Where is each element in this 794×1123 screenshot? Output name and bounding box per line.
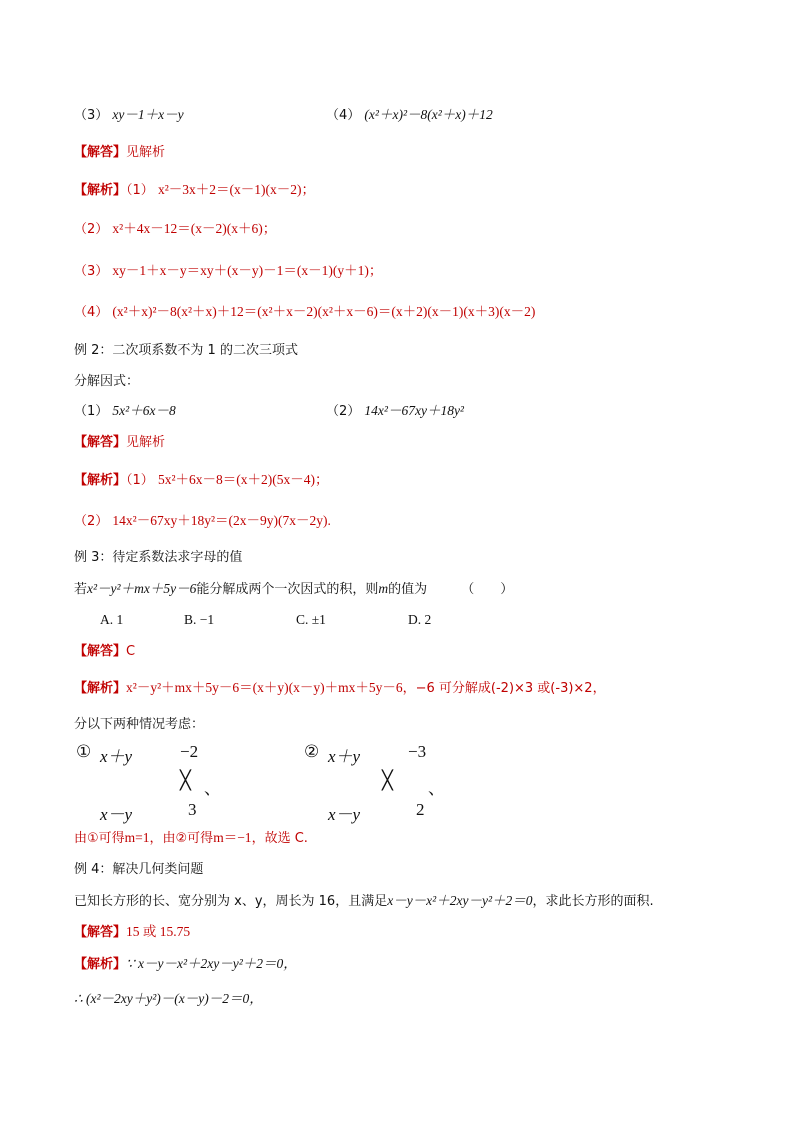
ex2-answer [74,434,165,452]
ex4-title: 例 4：解决几何类问题 [74,862,204,877]
answer-label: 【解答】 [74,644,127,659]
ex3-cases-intro: 分以下两种情况考虑： [74,717,205,732]
diagram-top-left: x＋y [100,747,133,766]
problem-3-expression: xy－1＋x－y [112,107,184,122]
ex1-analysis-4 [74,303,535,322]
option-d: D. 2 [408,612,432,627]
case-marker: ② [304,742,320,761]
conclusion-text: ，故选 C. [251,831,308,846]
conclusion-text: ，由②可得 [149,831,214,846]
ex1-answer [74,144,165,162]
ex2-analysis-2 [74,512,331,531]
answer-label: 【解答】 [74,435,127,450]
analysis-label: 【解析】 [74,473,127,488]
question-text: ，求此长方形的面积. [532,894,654,909]
option-a: A. 1 [100,612,124,627]
problem-number: （1） [74,404,109,419]
ex3-question [74,580,513,599]
diagram-bottom-right: 2 [416,800,425,819]
diagram-top-left: x＋y [328,747,361,766]
ex1-analysis-1 [74,181,315,200]
step-number: （4） [74,305,109,320]
step-expression: 5x²＋6x－8＝(x＋2)(5x－4)； [157,472,329,487]
step-number: （2） [74,514,109,529]
ex4-answer [74,923,190,942]
ex2-title: 例 2：二次项系数不为 1 的二次三项式 [74,343,298,358]
separator: 、 [428,779,445,798]
problem-4-expression: (x²＋x)²－8(x²＋x)＋12 [364,107,493,122]
ex4-analysis-1 [74,955,297,974]
question-expression: x－y－x²＋2xy－y²＋2＝0 [387,893,533,908]
problem-3-number: （3） [74,108,109,123]
question-text: 已知长方形的长、宽分别为 x、y，周长为 16，且满足 [74,894,388,909]
step-expression: ∵ x－y－x²＋2xy－y²＋2＝0， [126,956,297,971]
step-expression: x²－3x＋2＝(x－1)(x－2)； [157,182,315,197]
step-expression: xy－1＋x－y＝xy＋(x－y)－1＝(x－1)(y＋1)； [112,263,383,278]
ex3-title: 例 3：待定系数法求字母的值 [74,550,243,565]
cross-diagram-1 [74,740,254,824]
option-c: C. ±1 [296,612,326,627]
step-expression: 14x²－67xy＋18y²＝(2x－9y)(7x－2y). [112,513,331,528]
case-marker: ① [76,742,92,761]
step-number: （3） [74,264,109,279]
answer-text: 见解析 [126,435,166,450]
ex3-analysis [74,679,606,698]
analysis-text: ，−6 可分解成(-2)×3 或(-3)×2， [402,681,606,696]
ex2-problem-1 [74,402,176,421]
problem-expression: 5x²＋6x－8 [112,403,176,418]
diagram-bottom-left: x－y [328,805,361,824]
ex1-analysis-2 [74,220,276,239]
step-number: （2） [74,222,109,237]
cross-icon: ╳ [382,770,393,790]
problem-4-number: （4） [326,108,361,123]
conclusion-value-1: m=1 [124,830,150,845]
analysis-label: 【解析】 [74,681,127,696]
answer-text: 15 或 15.75 [126,924,191,939]
ex4-question [74,892,654,911]
ex4-analysis-2 [74,990,263,1009]
analysis-label: 【解析】 [74,957,127,972]
question-prefix: 若 [74,582,88,597]
analysis-expression: x²－y²＋mx＋5y－6＝(x＋y)(x－y)＋mx＋5y－6 [126,680,403,695]
ex3-conclusion [74,829,308,848]
problem-4 [326,106,493,125]
question-expression: x²－y²＋mx＋5y－6 [87,581,197,596]
separator: 、 [204,779,221,798]
ex2-analysis-1 [74,471,328,490]
step-number: （1） [126,473,154,488]
answer-label: 【解答】 [74,925,127,940]
answer-text: 见解析 [126,145,166,160]
ex2-instruction: 分解因式： [74,374,140,389]
diagram-bottom-right: 3 [188,800,197,819]
analysis-label: 【解析】 [74,183,127,198]
cross-diagram-2 [302,740,482,824]
step-number: （1） [126,183,154,198]
answer-text: C [126,644,136,659]
diagram-bottom-left: x－y [100,805,133,824]
diagram-top-right: −2 [180,742,199,761]
answer-label: 【解答】 [74,145,127,160]
question-variable: m [378,581,389,596]
ex1-analysis-3 [74,262,382,281]
conclusion-value-2: m＝−1 [213,830,252,845]
problem-expression: 14x²－67xy＋18y² [364,403,464,418]
problem-3 [74,106,184,125]
step-expression: ∴ (x²－2xy＋y²)－(x－y)－2＝0， [74,991,263,1006]
diagram-top-right: −3 [408,742,427,761]
step-expression: x²＋4x－12＝(x－2)(x＋6)； [112,221,277,236]
option-b: B. −1 [184,612,215,627]
question-suffix: 的值为 [388,582,428,597]
problem-number: （2） [326,404,361,419]
cross-icon: ╳ [180,770,191,790]
ex3-answer [74,643,135,661]
ex2-problem-2 [326,402,464,421]
step-expression: (x²＋x)²－8(x²＋x)＋12＝(x²＋x－2)(x²＋x－6)＝(x＋2)(x－1)(x＋3)(x－2) [112,304,536,319]
conclusion-text: 由①可得 [74,831,125,846]
question-middle: 能分解成两个一次因式的积，则 [196,582,379,597]
answer-blank: （ ） [461,582,514,597]
